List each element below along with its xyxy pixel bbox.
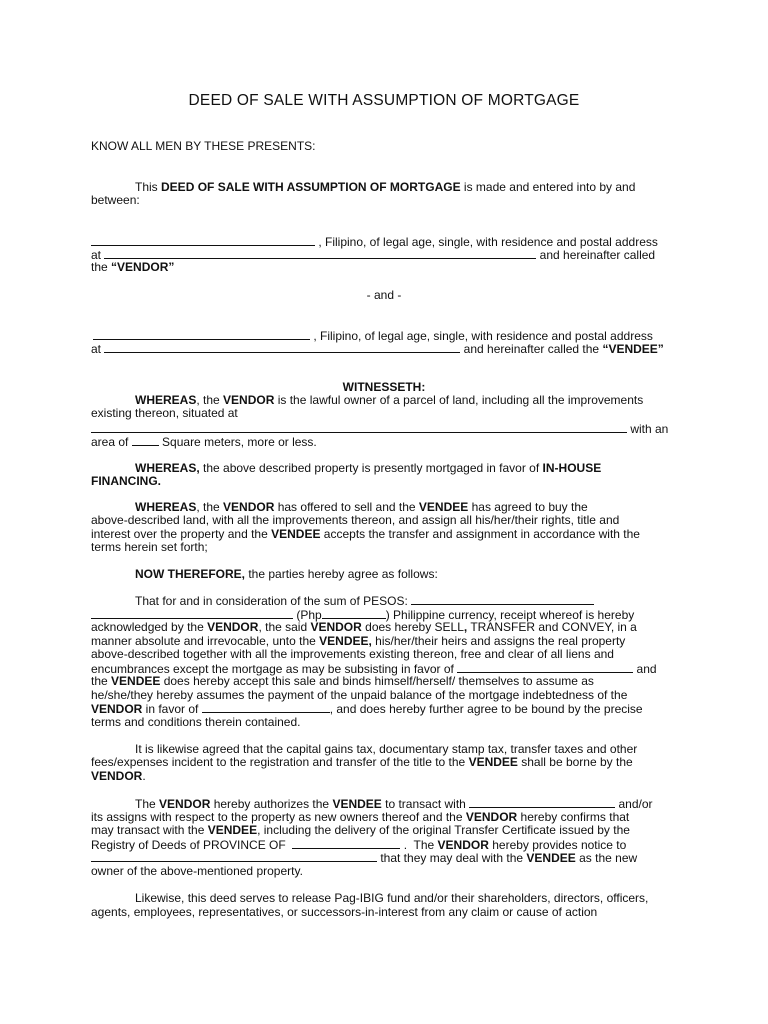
p1-text: does hereby SELL — [361, 620, 464, 634]
p1-text: manner absolute and irrevocable, unto the — [91, 634, 320, 648]
vendee-ref: VENDEE, — [319, 634, 372, 648]
p3-line-5 — [91, 850, 637, 865]
intro-line-1 — [135, 180, 635, 194]
witnesseth-heading: WITNESSETH: — [342, 380, 426, 394]
whereas-text: , the — [196, 500, 224, 514]
whereas-text: with an — [627, 422, 669, 436]
vendor-text: at — [91, 248, 105, 262]
whereas-2-line-2: FINANCING. — [91, 474, 161, 488]
whereas-text: has agreed to buy the — [468, 500, 588, 514]
p1-comma: , — [463, 620, 468, 634]
and-separator: - and - — [366, 288, 402, 302]
intro-deed-title: DEED OF SALE WITH ASSUMPTION OF MORTGAGE — [161, 180, 461, 194]
intro-text: This — [135, 180, 162, 194]
p1-text: the — [91, 674, 112, 688]
whereas-text: the above described property is presently mortgaged in favor of — [199, 461, 543, 475]
now-therefore-line — [135, 567, 438, 581]
p1-text: TRANSFER and CONVEY, in a — [467, 620, 637, 634]
vendee-text: , Filipino, of legal age, single, with residence and postal address — [310, 329, 653, 343]
p3-text: to transact with — [381, 797, 470, 811]
p1-line-1 — [135, 593, 594, 608]
notice-party-blank — [91, 850, 377, 862]
p1-line-7 — [91, 674, 594, 688]
p3-text: hereby confirms that — [517, 810, 630, 824]
whereas-1-line-1 — [135, 393, 643, 407]
p1-line-5: above-described together with all the improvements existing thereon, free and clear of all liens and — [91, 647, 614, 661]
whereas-keyword: WHEREAS, — [135, 461, 200, 475]
location-blank — [91, 421, 627, 433]
p2-line-1: It is likewise agreed that the capital gains tax, documentary stamp tax, transfer taxes and other — [135, 742, 638, 756]
whereas-3-line-3 — [91, 527, 640, 541]
p3-text: its assigns with respect to the property as new owners thereof and the — [91, 810, 466, 824]
vendor-name-blank — [91, 234, 315, 246]
p1-text: in favor of — [142, 702, 202, 716]
whereas-text: area of — [91, 435, 132, 449]
vendee-text: and hereinafter called the — [460, 342, 603, 356]
vendor-ref: VENDOR — [310, 620, 362, 634]
p3-text: , including the delivery of the original Transfer Certificate issued by the — [257, 823, 630, 837]
vendee-ref: VENDEE — [207, 823, 258, 837]
vendor-ref: VENDOR — [159, 797, 211, 811]
p4-line-1: Likewise, this deed serves to release Pag-IBIG fund and/or their shareholders, directors, officers, — [135, 891, 649, 905]
vendee-ref: VENDEE — [332, 797, 382, 811]
whereas-1-line-4 — [91, 434, 317, 449]
p1-line-10: terms and conditions therein contained. — [91, 715, 301, 729]
vendee-label: “VENDEE” — [602, 342, 664, 356]
p3-text: that they may deal with the — [377, 851, 527, 865]
p3-line-1 — [135, 796, 653, 811]
vendee-ref: VENDEE — [111, 674, 161, 688]
whereas-1-line-2: existing thereon, situated at — [91, 406, 238, 420]
p2-text: fees/expenses incident to the registration and transfer of the title to the — [91, 755, 469, 769]
mortgagee-blank — [457, 661, 633, 673]
p1-text: his/her/their heirs and assigns the real property — [371, 634, 626, 648]
p1-line-8: he/she/they hereby assumes the payment of the unpaid balance of the mortgage indebtedness of the — [91, 688, 628, 702]
vendee-line-2 — [91, 341, 664, 356]
p1-text: , the said — [258, 620, 311, 634]
p3-text: . The — [400, 838, 438, 852]
whereas-text: is the lawful owner of a parcel of land, including all the improvements — [274, 393, 644, 407]
vendee-ref: VENDEE — [468, 755, 518, 769]
vendor-line-3 — [91, 260, 174, 274]
vendee-ref: VENDEE — [271, 527, 321, 541]
pesos-amount-blank — [411, 593, 594, 605]
whereas-2-line-1 — [135, 461, 601, 475]
vendor-ref: VENDOR — [465, 810, 518, 824]
whereas-text: accepts the transfer and assignment in accordance with the — [320, 527, 640, 541]
vendor-text: and hereinafter called — [536, 248, 656, 262]
pesos-words-blank — [91, 607, 293, 619]
vendor-ref: VENDOR — [437, 838, 489, 852]
php-amount-blank — [322, 607, 386, 619]
vendor-text: the — [91, 260, 112, 274]
whereas-text: , the — [196, 393, 224, 407]
p1-text: (Php — [293, 608, 322, 622]
whereas-3-line-4: terms herein set forth; — [91, 540, 208, 554]
p3-text: The — [135, 797, 160, 811]
vendor-ref: VENDOR — [207, 620, 259, 634]
vendee-ref: VENDEE — [526, 851, 576, 865]
p2-text: . — [142, 769, 146, 783]
vendor-ref: VENDOR — [223, 393, 275, 407]
p4-line-2: agents, employees, representatives, or successors-in-interest from any claim or cause of action — [91, 905, 598, 919]
whereas-text: has offered to sell and the — [274, 500, 419, 514]
intro-text: is made and entered into by and — [460, 180, 636, 194]
province-blank — [292, 837, 400, 849]
whereas-keyword: WHEREAS — [135, 500, 197, 514]
p1-line-3 — [91, 620, 637, 634]
document-title: DEED OF SALE WITH ASSUMPTION OF MORTGAGE — [188, 92, 580, 109]
vendor-ref: VENDOR — [91, 702, 143, 716]
now-therefore-keyword: NOW THEREFORE, — [135, 567, 245, 581]
vendee-name-blank — [93, 328, 310, 340]
p3-line-6: owner of the above-mentioned property. — [91, 864, 303, 878]
p3-text: and/or — [615, 797, 653, 811]
vendee-address-blank — [104, 341, 460, 353]
p1-line-9 — [91, 701, 643, 716]
vendee-ref: VENDEE — [418, 500, 469, 514]
mortgage-favor-blank — [202, 701, 330, 713]
vendor-line-2 — [91, 247, 655, 262]
whereas-3-line-2: above-described land, with all the improvements thereon, and assign all his/her/their rights, title and — [91, 513, 620, 527]
whereas-keyword: WHEREAS — [135, 393, 197, 407]
vendor-text: , Filipino, of legal age, single, with residence and postal address — [315, 235, 658, 249]
in-house-label: IN-HOUSE — [542, 461, 602, 475]
p3-text: as the new — [575, 851, 638, 865]
intro-line-2: between: — [91, 193, 140, 207]
vendee-text: at — [91, 342, 105, 356]
p1-text: and — [633, 662, 657, 676]
p3-line-3 — [91, 823, 630, 837]
p3-text: Registry of Deeds of PROVINCE OF — [91, 838, 293, 852]
p1-text: , and does hereby further agree to be bound by the precise — [329, 702, 643, 716]
now-therefore-text: the parties hereby agree as follows: — [245, 567, 438, 581]
p2-text: shall be borne by the — [517, 755, 633, 769]
know-all-men-line: KNOW ALL MEN BY THESE PRESENTS: — [91, 139, 316, 153]
p3-line-2 — [91, 810, 629, 824]
vendor-label: “VENDOR” — [111, 260, 175, 274]
p1-text: encumbrances except the mortgage as may be subsisting in favor of — [91, 662, 458, 676]
p1-text: acknowledged by the — [91, 620, 208, 634]
p3-text: hereby authorizes the — [210, 797, 333, 811]
p1-line-4 — [91, 634, 625, 648]
p1-text: That for and in consideration of the sum of PESOS: — [135, 594, 412, 608]
vendor-ref: VENDOR — [91, 769, 143, 783]
area-blank — [132, 434, 159, 446]
p1-text: does hereby accept this sale and binds himself/herself/ themselves to assume as — [160, 674, 594, 688]
p2-line-2 — [91, 755, 633, 769]
p1-text: ) Philippine currency, receipt whereof is hereby — [385, 608, 635, 622]
whereas-3-line-1 — [135, 500, 588, 514]
vendor-address-blank — [104, 247, 536, 259]
transact-party-blank — [469, 796, 615, 808]
p2-line-3 — [91, 769, 146, 783]
p3-text: may transact with the — [91, 823, 208, 837]
whereas-text: interest over the property and the — [91, 527, 272, 541]
whereas-text: Square meters, more or less. — [158, 435, 317, 449]
p3-text: hereby provides notice to — [488, 838, 627, 852]
vendor-ref: VENDOR — [223, 500, 275, 514]
